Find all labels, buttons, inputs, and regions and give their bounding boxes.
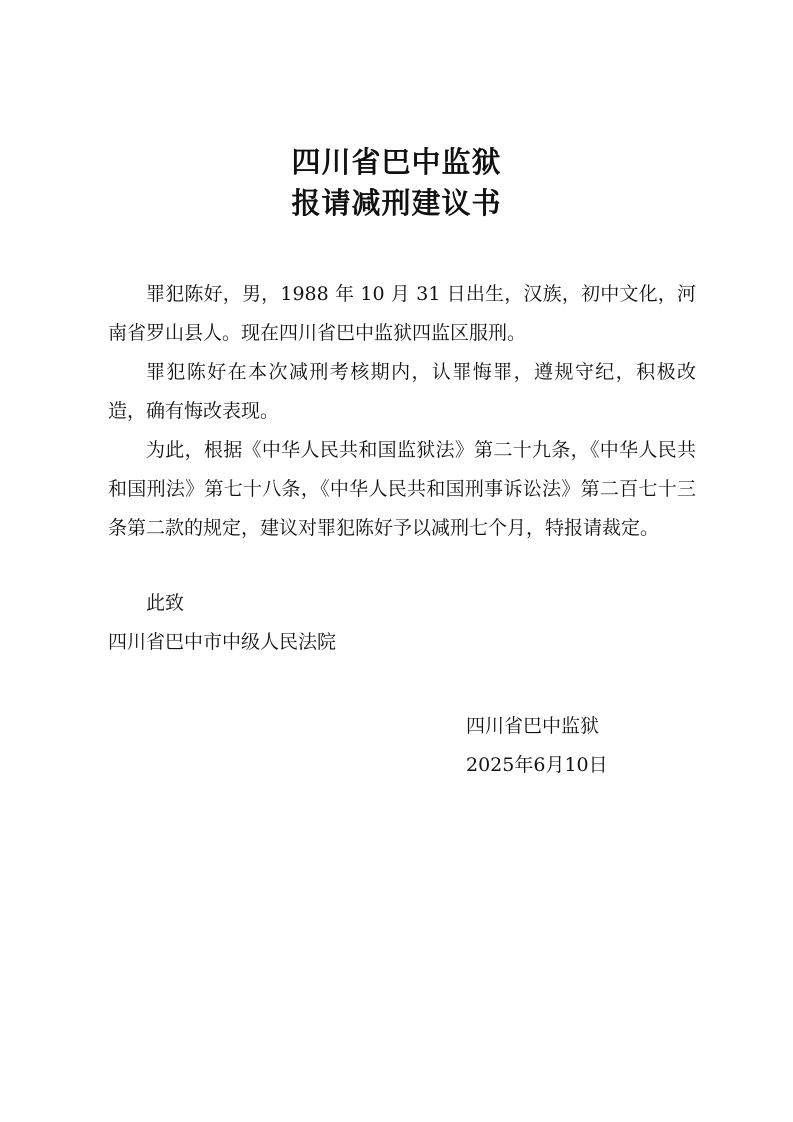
paragraph-performance: 罪犯陈好在本次减刑考核期内，认罪悔罪，遵规守纪，积极改造，确有悔改表现。: [108, 361, 696, 422]
paragraph-legal-basis: 为此，根据《中华人民共和国监狱法》第二十九条，《中华人民共和国刑法》第七十八条，《中华人民共和国刑事诉讼法》第二百七十三条第二款的规定，建议对罪犯陈好予以减刑七个月，特报请裁定。: [108, 439, 696, 539]
document-date: 2025年6月10日: [466, 754, 608, 776]
document-title-line2: 报请减刑建议书: [291, 186, 502, 220]
salutation: 此致: [146, 592, 185, 614]
paragraph-prisoner-info: 罪犯陈好，男，1988 年 10 月 31 日出生，汉族，初中文化，河南省罗山县人。现在四川省巴中监狱四监区服刑。: [108, 283, 696, 344]
document-title-line1: 四川省巴中监狱: [291, 145, 502, 179]
addressee: 四川省巴中市中级人民法院: [108, 631, 337, 653]
signer: 四川省巴中监狱: [466, 715, 600, 737]
